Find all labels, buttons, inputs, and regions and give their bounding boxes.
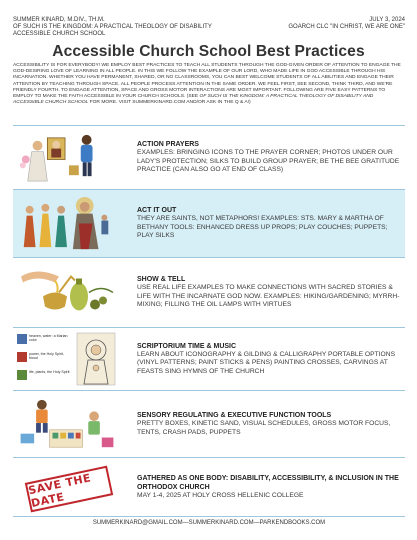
section-action-prayers bbox=[13, 125, 405, 189]
action-prayers-illustration bbox=[17, 130, 117, 185]
saints-costumes-illustration bbox=[17, 194, 117, 253]
scriptorium-illustration bbox=[17, 332, 117, 386]
sensory-text bbox=[137, 391, 401, 457]
book-title-line1: OF SUCH IS THE KINGDOM: A PRACTICAL THEOLOGY OF DISABILITY bbox=[13, 24, 212, 31]
intro-tail: FOR MORE. VISIT SUMMERKINARD.COM AND/OR ASK IN THE Q & A!) bbox=[88, 100, 251, 106]
stamp-label: SAVE THE DATE bbox=[25, 466, 113, 513]
section-heading: ACT IT OUT bbox=[137, 207, 177, 215]
blue-meaning: heaven, water: a Marian color bbox=[29, 334, 68, 343]
green-swatch bbox=[17, 370, 27, 380]
act-it-out-illustration bbox=[17, 194, 117, 253]
footer-contact: SUMMERKINARD@GMAIL.COM—SUMMERKINARD.COM—PARKENDBOOKS.COM bbox=[13, 516, 405, 530]
event-name: GOARCH CLC "IN CHRIST, WE ARE ONE" bbox=[288, 24, 405, 31]
icon-drawing-illustration bbox=[76, 332, 116, 386]
save-the-date-text bbox=[137, 458, 401, 516]
section-heading: SCRIPTORIUM TIME & MUSIC bbox=[137, 342, 237, 350]
section-body: LEARN ABOUT ICONOGRAPHY & GILDING & CALLIGRAPHY PORTABLE OPTIONS (VINYL PATTERNS; PAINT STICKS & PENS) PAINTING CROSSES, CARVINGS AT FEASTS SING HYMNS OF THE CHURCH bbox=[137, 350, 396, 375]
intro-main: ACCESSIBILITY IS FOR EVERYBODY! WE EMPLOY BEST PRACTICES TO TEACH ALL STUDENTS THROUGH THE GOD-GIVEN ORDER OF ATTENTION TO ENGAGE THE GOD-DESIRING LOVE OF LEARNING IN ALL PEOPLE. IN THIS WE FOLLOW THE EXAMPLE OF OUR LORD, WHO MADE LIFE IN GOD ACCESSIBLE THROUGH HIS INCARNATION. WHETHER YOU HAVE PERMANENT, SHARED, OR NO CLASSROOMS, YOU CAN BEST WELCOME STUDENTS OF ALL ABILITIES AND ENGAGE THEIR ATTENTION BY TEACHING THROUGH SPACE. ALL PEOPLE PROCESS ATTENTION IN THE SAME ORDER. WE FEEL FIRST, SEE SECOND, THINK THIRD, AND WE'RE FRIENDLY FOURTH. TO ENGAGE ATTENTION, SPACE AND GROSS MOTOR INTERACTIONS ARE MOST IMPORTANT. FOLLOWING ARE FIVE EASY PATTERNS TO EMPLOY TO MAKE THE FAITH ACCESSIBLE IN YOUR CHURCH SCHOOLS. (SEE bbox=[13, 63, 401, 100]
section-heading: SENSORY REGULATING & EXECUTIVE FUNCTION TOOLS bbox=[137, 411, 332, 419]
section-act-it-out bbox=[13, 189, 405, 257]
color-meaning-panel bbox=[17, 332, 73, 386]
author-name: SUMMER KINARD, M.DIV., TH.M. bbox=[13, 17, 105, 23]
section-body: EXAMPLES: BRINGING ICONS TO THE PRAYER CORNER; PHOTOS UNDER OUR LADY'S PROTECTION; SILKS TO BUILD GROUP PRAYER; BE THE BEE GRATITUDE PRACTICE (CAN ALSO GO AT END OF CLASS) bbox=[137, 149, 400, 174]
section-sensory-tools bbox=[13, 390, 405, 457]
section-heading: SHOW & TELL bbox=[137, 276, 186, 284]
section-scriptorium bbox=[13, 327, 405, 390]
children-with-tools-illustration bbox=[17, 395, 117, 453]
sensory-illustration bbox=[17, 395, 117, 453]
section-heading: GATHERED AS ONE BODY: DISABILITY, ACCESSIBILITY, & INCLUSION IN THE ORTHODOX CHURCH bbox=[137, 474, 399, 491]
red-meaning: power, the Holy Spirit, blood bbox=[29, 352, 64, 361]
section-heading: ACTION PRAYERS bbox=[137, 141, 199, 149]
oil-lamp-illustration bbox=[17, 262, 117, 323]
save-the-date-stamp bbox=[17, 462, 117, 512]
scriptorium-text bbox=[137, 328, 401, 390]
action-prayers-text bbox=[137, 126, 401, 189]
section-body: USE REAL LIFE EXAMPLES TO MAKE CONNECTIONS WITH SACRED STORIES & LIFE WITH THE INCARNATE GOD NOW. EXAMPLES: HIKING/GARDENING; MYRRH-MIXING; FILLING THE OIL LAMPS WITH VIRTUES bbox=[137, 284, 400, 309]
section-show-and-tell bbox=[13, 257, 405, 327]
blue-swatch bbox=[17, 334, 27, 344]
show-and-tell-text bbox=[137, 258, 401, 327]
intro-book-title: OF SUCH IS THE KINGDOM: A PRACTICAL THEOLOGY OF DISABILITY AND ACCESSIBLE CHURCH SCHOOL bbox=[13, 94, 374, 106]
green-meaning: life, plants, the Holy Spirit bbox=[29, 370, 70, 374]
act-it-out-text bbox=[137, 190, 401, 257]
header-left bbox=[13, 17, 263, 39]
red-swatch bbox=[17, 352, 27, 362]
book-title-line2: ACCESSIBLE CHURCH SCHOOL bbox=[13, 31, 106, 38]
section-body: MAY 1-4, 2025 AT HOLY CROSS HELLENIC COLLEGE bbox=[137, 491, 304, 499]
header-right bbox=[235, 17, 405, 31]
event-date: JULY 3, 2024 bbox=[369, 17, 405, 23]
header bbox=[13, 17, 405, 43]
section-body: PRETTY BOXES, KINETIC SAND, VISUAL SCHEDULES, GROSS MOTOR FOCUS, TENTS, CRASH PADS, PUPPETS bbox=[137, 419, 391, 436]
intro-paragraph bbox=[13, 63, 405, 106]
children-with-icons-illustration bbox=[17, 130, 117, 185]
section-save-the-date bbox=[13, 457, 405, 516]
page-title: Accessible Church School Best Practices bbox=[52, 43, 365, 60]
show-and-tell-illustration bbox=[17, 262, 117, 323]
section-body: THEY ARE SAINTS, NOT METAPHORS! EXAMPLES: STS. MARY & MARTHA OF BETHANY TOOLS: ENHANCED DRESS UP PROPS; PLAY COUCHES; PUPPETS; PLAY SILKS bbox=[137, 215, 388, 240]
